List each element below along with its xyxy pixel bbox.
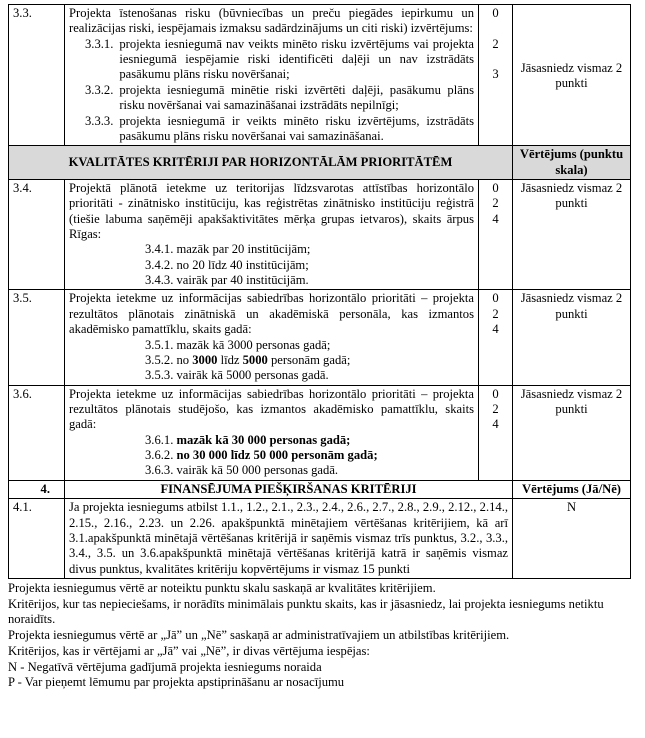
note-line: Projekta iesniegumus vērtē ar „Jā” un „Nē” saskaņā ar administratīvajiem un atbilstības kritērijiem. xyxy=(8,628,510,643)
section-title: KVALITĀTES KRITĒRIJI PAR HORIZONTĀLĀM PRIORITĀTĒM xyxy=(9,146,513,180)
sub-criterion: 3.5.2. no 3000 līdz 5000 personām gadā; xyxy=(145,352,351,367)
criterion-number: 3.4. xyxy=(9,179,65,290)
sub-criterion: 3.3.2. projekta iesniegumā minētie riski izvērtēti daļēji, pasākumu plāns risku novēršanai vai samazināšanai izstrādāts nepilnīgi; xyxy=(85,82,474,113)
minimum-requirement: Jāsasniedz vismaz 2 punkti xyxy=(513,290,631,385)
score-cell: 0 2 4 xyxy=(479,385,513,480)
criterion-row-3-3 xyxy=(9,5,631,146)
criterion-text: Projektā plānotā ietekme uz teritorijas līdzsvarotas attīstības horizontālo prioritāti - zinātnisko institūciju, kas reģistrētas zinātnisko institūciju reģistrā (tiešie labuma saņēmēji apakšaktivitātes mērķa grupas ietvaros), skaits ārpus Rīgas: xyxy=(69,180,474,242)
sub-criterion: 3.5.3. vairāk kā 5000 personas gadā. xyxy=(145,368,329,383)
notes xyxy=(8,581,630,691)
section-header-financing xyxy=(9,480,631,498)
sub-criterion: 3.6.1. mazāk kā 30 000 personas gadā; xyxy=(145,432,351,447)
criterion-number: 3.5. xyxy=(9,290,65,385)
sub-criterion: 3.3.3. projekta iesniegumā ir veikts minēto risku izvērtējums, izstrādāts pasākumu plāns risku novēršanai vai samazināšanai. xyxy=(85,113,474,143)
sub-criterion: 3.5.1. mazāk kā 3000 personas gadā; xyxy=(145,337,331,352)
criterion-text: Ja projekta iesniegums atbilst 1.1., 1.2., 2.1., 2.3., 2.4., 2.6., 2.7., 2.8., 2.9., 2.12., 2.14., 2.15., 2.16., 2.23. un 2.26. apakšpunktā minētajiem vērtēšanas kritērijiem, kā arī 3.1.apakšpunktā minētajā vērtēšanas kritērijā ir saņēmis vismaz trīs punktus, 3.2., 3.3., 3.4., 3.5. un 3.6.apakšpunktā minētajā vērtēšanas kritērijā katrā ir saņēmis vismaz divus punktus, kvalitātes kritēriju kopvērtējums ir vismaz 15 punkti xyxy=(65,499,513,579)
rating-value: N xyxy=(513,499,631,579)
criteria-table xyxy=(8,4,631,579)
sub-criterion: 3.6.3. vairāk kā 50 000 personas gadā. xyxy=(145,463,339,478)
score-cell: 0 2 4 xyxy=(479,179,513,290)
criterion-row-3-4 xyxy=(9,179,631,290)
criterion-number: 3.6. xyxy=(9,385,65,480)
criterion-text: Projekta ietekme uz informācijas sabiedrības horizontālo prioritāti – projekta rezultātos plānotais studējošo, kas izmantos akadēmisko pamattīklu, skaits gadā: xyxy=(69,386,474,432)
criterion-number: 3.3. xyxy=(9,5,65,146)
note-line: Kritērijos, kur tas nepieciešams, ir norādīts minimālais punktu skaits, kas ir jāsasniedz, lai projekta iesniegums netiktu noraidīts. xyxy=(8,596,604,627)
rating-header: Vērtējums (punktu skala) xyxy=(513,146,631,180)
score-cell: 0 2 4 xyxy=(479,290,513,385)
section-title: FINANSĒJUMA PIEŠĶIRŠANAS KRITĒRIJI xyxy=(65,480,513,498)
criterion-text: Projekta ietekme uz informācijas sabiedrības horizontālo prioritāti – projekta rezultātos plānotais zinātniskā un akadēmiskā personāla, kas izmantos akadēmisko pamattīklu, skaits gadā: xyxy=(69,291,474,337)
minimum-requirement: Jāsasniedz vismaz 2 punkti xyxy=(513,385,631,480)
note-line: P - Var pieņemt lēmumu par projekta apstiprināšanu ar nosacījumu xyxy=(8,675,345,690)
criterion-number: 4.1. xyxy=(9,499,65,579)
score-cell: 0 2 3 xyxy=(479,5,513,146)
section-header-quality xyxy=(9,146,631,180)
note-line: Kritērijos, kas ir vērtējami ar „Jā” vai „Nē”, ir divas vērtējuma iespējas: xyxy=(8,643,370,658)
sub-criterion: 3.4.1. mazāk par 20 institūcijām; xyxy=(145,242,311,257)
sub-criterion: 3.6.2. no 30 000 līdz 50 000 personām gadā; xyxy=(145,448,378,463)
criterion-row-3-6 xyxy=(9,385,631,480)
sub-criterion: 3.4.2. no 20 līdz 40 institūcijām; xyxy=(145,257,309,272)
criterion-row-4-1 xyxy=(9,499,631,579)
sub-criterion: 3.3.1. projekta iesniegumā nav veikts minēto risku izvērtējums vai projekta iesniegumā iespējamie riski identificēti daļēji un nav izstrādāts pasākumu plāns risku novēršanai; xyxy=(85,36,474,82)
sub-criterion: 3.4.3. vairāk par 40 institūcijām. xyxy=(145,273,309,288)
section-number: 4. xyxy=(9,480,65,498)
minimum-requirement: Jāsasniedz vismaz 2 punkti xyxy=(513,5,631,146)
document-page xyxy=(8,4,638,691)
note-line: Projekta iesniegumus vērtē ar noteiktu punktu skalu saskaņā ar kvalitātes kritērijiem. xyxy=(8,580,436,595)
criterion-text: Projekta īstenošanas risku (būvniecības un preču piegādes iepirkumu un realizācijas riski, iespējamais izmaksu sadārdzinājums un citi riski) izvērtējums: xyxy=(69,6,474,36)
minimum-requirement: Jāsasniedz vismaz 2 punkti xyxy=(513,179,631,290)
rating-header: Vērtējums (Jā/Nē) xyxy=(513,480,631,498)
criterion-row-3-5 xyxy=(9,290,631,385)
note-line: N - Negatīvā vērtējuma gadījumā projekta iesniegums noraida xyxy=(8,659,322,674)
